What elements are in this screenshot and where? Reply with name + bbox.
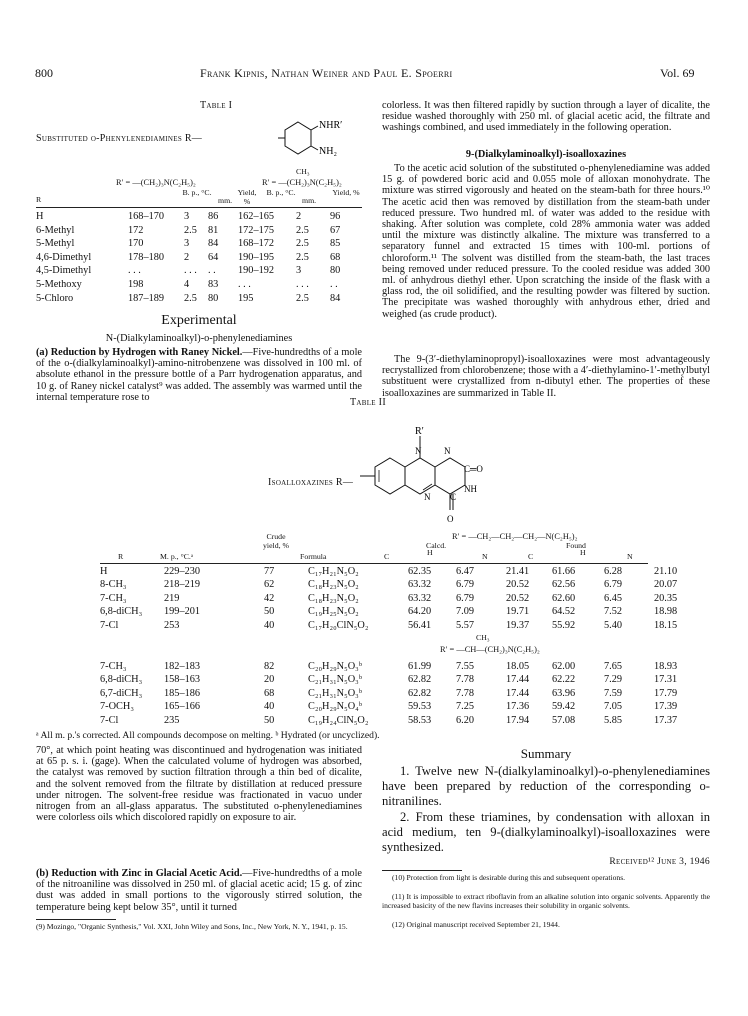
volume-label: Vol. 69 [660,66,695,80]
table2-row-cell: 7.78 [456,687,475,699]
table2-row-cell: 50 [264,606,275,618]
table2-row-cell: 18.15 [654,619,678,631]
table2-row-cell: 6.79 [604,579,623,591]
table2-row-cell: 17.39 [654,701,678,713]
table1-row-cell: 3 [296,265,302,277]
table1-ch3: CH₃ [296,167,310,176]
table2-row-cell: C₁₈H₂₃N₅O₂ [308,592,359,604]
table2-row-cell: 182–183 [164,661,201,672]
table2-row-cell: 7-Cl [100,714,119,726]
right-para-3: The 9-(3′-diethylaminopropyl)-isoalloxazines were most advantageously recrystallized from chlorobenzene; those with a 4′-diethylamino-1′-methylbutyl substituent were crystallized from n-dibutyl ether. The properties of these isoalloxazines are summarized in Table II. [382,354,710,399]
table2-row-cell: 17.37 [654,714,678,726]
table2-col-h2: H [580,548,586,557]
table2-row-cell: 7.29 [604,674,623,686]
table2-col-h1: H [427,548,433,557]
table1-row-cell: . . . [128,265,141,277]
table2-row-cell: C₂₁H₃₁N₅O₃ᵇ [308,687,362,699]
nh2-label: NH₂ [319,146,337,157]
table2-row-cell: C₂₀H₂₉N₅O₄ᵇ [308,701,362,713]
table2-row-cell: 165–166 [164,701,201,713]
table2-footnote: ᵃ All m. p.'s corrected. All compounds decompose on melting. ᵇ Hydrated (or uncyclized). [36,730,380,741]
table2-row-cell: C₁₉H₂₅N₅O₂ [308,606,359,618]
table1-row [36,237,364,251]
table2-row-cell: 6.20 [456,714,475,726]
table1-row-cell: 67 [330,224,341,236]
table1-row-cell: 172 [128,224,144,236]
table1-row-cell: 170 [128,238,144,250]
table1-row-cell: 2.5 [296,238,309,250]
table2-col-c2: C [528,552,534,561]
table1-row-cell: 86 [208,211,219,222]
table2-row-cell: 18.98 [654,606,678,618]
table2-row-cell: 185–186 [164,687,201,699]
table1-row-cell: 4 [184,278,190,290]
table1-row-cell: 3 [184,238,190,250]
table2-col-yield: Crude yield, % [263,532,289,550]
table1-row-cell: 195 [238,292,254,304]
table2-col-c1: C [384,552,390,561]
table2-row-cell: 21.10 [654,566,678,577]
table2-row-cell: 18.05 [506,661,530,672]
summary-item-2: 2. From these triamines, by condensation with alloxan in acid medium, ten 9-(dialkylaminoalkyl)-isoalloxazines were synthesized. [382,810,710,854]
table2-row-cell: 7-CH₃ [100,592,127,604]
table1-row-cell: . . [330,278,338,290]
table2-row-cell: C₁₉H₂₄ClN₅O₂ [308,714,369,726]
table1-row-cell: 2 [296,211,302,222]
table1-row-cell: 190–195 [238,251,275,263]
right-para-1: colorless. It was then filtered rapidly by suction through a layer of dicalite, the residue washed thoroughly with 250 ml. of glacial acetic acid, the filtrate and washings combined, and used immediately in the following operation. [382,100,710,134]
footnote-10: (10) Protection from light is desirable during this and subsequent operations. [392,873,626,882]
isoalloxazine-heading: 9-(Dialkylaminoalkyl)-isoalloxazines [465,149,627,160]
table1-row-cell: 80 [208,292,219,304]
table2-row-cell: 62.60 [552,592,576,604]
paragraph-b-title: (b) Reduction with Zinc in Glacial Acetic Acid. [36,868,243,879]
table2-row-cell: 20.52 [506,579,530,591]
table1-row-cell: 85 [330,238,341,250]
table2-row [100,700,690,713]
table1-row [36,264,364,278]
nh-label: NH [464,484,477,494]
table2-row-cell: 17.36 [506,701,530,713]
table2-row-cell: 62.00 [552,661,576,672]
table2-row-cell: 158–163 [164,674,201,686]
table1-row-cell: 198 [128,278,144,290]
table2-row-cell: C₂₀H₂₉N₅O₃ᵇ [308,661,362,672]
table1-row [36,251,364,265]
table2-row-cell: 7.52 [604,606,623,618]
paragraph-b [36,868,362,913]
table1-col-r: R [36,195,42,204]
table2-row [100,714,690,727]
footnote-rule-left [36,919,116,920]
table2-row-cell: 64.20 [408,606,432,618]
table2-row [100,673,690,686]
table2-row-cell: 7-CH₃ [100,661,127,672]
table2-row-cell: 62.22 [552,674,576,686]
right-para-2: To the acetic acid solution of the substituted o-phenylenediamine was added 15 g. of powdered boric acid and 0.055 mole of alloxan monohydrate. The mixture was stirred vigorously and heated on the steam-bath for three hours.¹⁰ The acetic acid then was removed by distillation from the steam-bath under reduced pressure. Two hundred ml. of water was added to the residue with shaking. After solution was complete, cold 28% ammonia water was added until the mixture was distinctly alkaline. The mixture was transferred to a separatory funnel and extracted 15 times with 100-ml. portions of chloroform.¹¹ The solvent was distilled from the steam-bath, the last traces being removed under reduced pressure. To the cooled residue was added 300 ml. of anhydrous diethyl ether. Upon scratching the inside of the flask with a glass rod, the oil solidified, and the resulting powder was filtered by suction. The precipitate was washed thoroughly with anhydrous ether, dried and weighed (as crude product). [382,163,710,320]
paragraph-a-text: —Five-hundredths of a mole of the o-(dialkylaminoalkyl)-amino-nitrobenzene was dissolved in 100 ml. of absolute ethanol in the pressure bottle of a Parr hydrogenation apparatus, and 10 g. of Raney nickel catalyst⁹ was added. The assembly was warmed until the internal temperature rose to [36,347,363,403]
table2-row-cell: 7.65 [604,661,623,672]
table2-row [100,592,690,605]
table2-title: Table II [350,397,386,408]
table2-row-cell: C₁₈H₂₃N₅O₂ [308,579,359,591]
table2-row-cell: 7-OCH₃ [100,701,134,713]
table2-row-cell: 19.37 [506,619,530,631]
table1-col-mm1: mm. [218,196,233,205]
table1-row-cell: 5-Methoxy [36,278,82,290]
table2-row-cell: 7.09 [456,606,475,618]
table2-row-cell: 235 [164,714,180,726]
phenylenediamine-structure-icon [278,112,368,172]
nhr-label: NHR′ [319,120,343,131]
table1-row-cell: 168–170 [128,211,165,222]
table2-row-cell: 6.79 [456,592,475,604]
table1-row-cell: 64 [208,251,219,263]
table2-row-cell: 6.79 [456,579,475,591]
paragraph-a [36,347,362,403]
table1-row-cell: 4,6-Dimethyl [36,251,92,263]
table2-row-cell: 20.07 [654,579,678,591]
table2-row-cell: 57.08 [552,714,576,726]
table2-row-cell: H [100,566,108,577]
table2-row-cell: 5.85 [604,714,623,726]
o-label: O [447,514,454,524]
table2-row-cell: 5.40 [604,619,623,631]
table2-row-cell: 61.66 [552,566,576,577]
table1-row-cell: 68 [330,251,341,263]
summary-item-1: 1. Twelve new N-(dialkylaminoalkyl)-o-phenylenediamines have been prepared by reduction of the corresponding o-nitranilines. [382,764,710,808]
diamine-subheading: N-(Dialkylaminoalkyl)-o-phenylenediamines [105,333,293,344]
table1-row-cell: 2.5 [296,251,309,263]
table2-row-cell: 77 [264,566,275,577]
n-label-1: N [415,446,422,456]
table2-body-1 [100,565,690,632]
table2-row-cell: 18.93 [654,661,678,672]
table2-rule [100,563,648,564]
table2-row-cell: 17.44 [506,674,530,686]
table1-col-bp1: B. p., °C. [182,188,212,197]
table2-group1: R′ = —CH₂—CH₂—CH₂—N(C₂H₅)₂ [452,532,578,541]
table2-row-cell: 62 [264,579,275,591]
table1-row-cell: 187–189 [128,292,165,304]
table2-row-cell: 17.44 [506,687,530,699]
table2-row [100,619,690,632]
table2-col-found: Found [566,541,586,550]
table2-row-cell: 229–230 [164,566,201,577]
table2-row-cell: 21.41 [506,566,530,577]
table2-row-cell: C₁₇H₂₁N₅O₂ [308,566,359,577]
table2-row-cell: 82 [264,661,275,672]
table2-row-cell: 5.57 [456,619,475,631]
table2-row-cell: 62.82 [408,674,432,686]
table2-row-cell: C₂₁H₃₁N₅O₃ᵇ [308,674,362,686]
table1-row-cell: 6-Methyl [36,224,75,236]
table2-row-cell: 219 [164,592,180,604]
table2-body-2 [100,660,690,727]
table1-body [36,210,364,305]
table2-row-cell: 253 [164,619,180,631]
bottom-left-para-1: 70°, at which point heating was discontinued and hydrogenation was initiated at 65 p. s. i. (gage). When the calculated volume of hydrogen was absorbed, the catalyst was removed by suction filtration through a thin bed of dicalite, and the solvent removed from the filtrate by distillation at reduced pressure under nitrogen. The solvent-free residue was fractionated in vacuo under nitrogen from an all-glass apparatus. The substituted o-phenylenediamines were colorless oils which discolored rapidly on exposure to air. [36,745,362,824]
table1-row-cell: 2.5 [184,224,197,236]
footnote-rule-right [382,870,462,871]
n-label-3: N [424,492,431,502]
table2-col-n2: N [627,552,633,561]
table1-group1: R′ = —(CH₂)₃N(C₂H₅)₂ [116,178,196,187]
table2-col-r: R [118,552,124,561]
paragraph-a-title: (a) Reduction by Hydrogen with Raney Nickel. [36,347,243,358]
table2-row-cell: 6,8-diCH₃ [100,606,143,618]
table1-row-cell: 5-Methyl [36,238,75,250]
footnote-9: (9) Mozingo, "Organic Synthesis," Vol. XXI, John Wiley and Sons, Inc., New York, N. Y., 1941, p. 15. [36,922,348,931]
table1-title: Table I [200,100,233,111]
table1-row-cell: 172–175 [238,224,275,236]
rprime-label: R′ [415,426,424,437]
table2-row-cell: 63.32 [408,592,432,604]
table1-row-cell: 3 [184,211,190,222]
table1-group2: R′ = —(CH₂)₃N(C₂H₅)₂ [262,178,342,187]
c-label: C [450,492,457,502]
table2-row-cell: 42 [264,592,275,604]
table2-row-cell: 6,8-diCH₃ [100,674,143,686]
table2-row-cell: 6,7-diCH₃ [100,687,143,699]
isoalloxazine-structure-icon [360,404,510,536]
table1-row-cell: . . . [184,265,197,277]
table1-col-mm2: mm. [302,196,317,205]
table2-row-cell: 58.53 [408,714,432,726]
table1-row [36,210,364,224]
table1-row-cell: 84 [330,292,341,304]
table2-row-cell: 40 [264,701,275,713]
table2-row-cell: 62.82 [408,687,432,699]
experimental-heading: Experimental [161,313,237,328]
table1-row-cell: 96 [330,211,341,222]
table2-row-cell: 19.71 [506,606,530,618]
summary-heading: Summary [520,746,572,761]
table1-row [36,292,364,306]
table1-row-cell: . . . [238,278,251,290]
paragraph-b-text: —Five-hundredths of a mole of the nitroaniline was dissolved in 250 ml. of glacial acetic acid; 15 g. of zinc dust was added in small portions to the vigorously stirred solution, the temperature being kept below 35°, until it turned [36,868,363,913]
table2-row-cell: 50 [264,714,275,726]
table2-row-cell: 17.31 [654,674,678,686]
table2-row-cell: 6.47 [456,566,475,577]
table1-row-cell: 83 [208,278,219,290]
table2-row-cell: 7.78 [456,674,475,686]
table1-rule [36,207,362,208]
table1-row-cell: 4,5-Dimethyl [36,265,92,277]
table2-row-cell: 20.52 [506,592,530,604]
table1-row-cell: . . . [296,278,309,290]
table2-row-cell: 218–219 [164,579,201,591]
table2-row [100,660,690,673]
table2-group2: R′ = —CH—(CH₂)₃N(C₂H₅)₂ [440,645,540,654]
table2-group2-ch3: CH₃ [476,633,490,642]
table2-row-cell: 20 [264,674,275,686]
table2-row-cell: 6.45 [604,592,623,604]
table2-row-cell: 199–201 [164,606,201,618]
table1-row-cell: 162–165 [238,211,275,222]
table2-row-cell: 61.99 [408,661,432,672]
table2-row-cell: 6.28 [604,566,623,577]
footnote-11: (11) It is impossible to extract riboflavin from an alkaline solution into organic solvents. Apparently the increased basicity of the new flavins increases their solubility in organic solvents. [382,892,710,910]
table2-row-cell: 62.35 [408,566,432,577]
footnote-12: (12) Original manuscript received September 21, 1944. [392,920,560,929]
table1-row-cell: 80 [330,265,341,277]
co-label: C═O [464,464,483,474]
table2-row-cell: 63.32 [408,579,432,591]
table2-row-cell: 56.41 [408,619,432,631]
table1-row-cell: 5-Chloro [36,292,74,304]
table2-row-cell: 20.35 [654,592,678,604]
table2-row-cell: 17.94 [506,714,530,726]
table1-row-cell: 2 [184,251,190,263]
table2-col-calcd: Calcd. [426,541,447,550]
n-label-2: N [444,446,451,456]
table2-row-cell: 7.05 [604,701,623,713]
table1-row-cell: 2.5 [296,292,309,304]
table1-row [36,278,364,292]
table2-col-formula: Formula [300,552,327,561]
table2-row-cell: 40 [264,619,275,631]
table2-col-n1: N [482,552,488,561]
page-number: 800 [35,66,53,80]
table2-row [100,578,690,591]
table2-row-cell: 7.55 [456,661,475,672]
received-date: Received¹² June 3, 1946 [609,856,710,867]
table1-col-yield1: Yield, % [237,188,257,206]
table1-row-cell: H [36,211,44,222]
table1-col-bp2: B. p., °C. [266,188,296,197]
table2-row-cell: 63.96 [552,687,576,699]
running-authors: Frank Kipnis, Nathan Weiner and Paul E. Spoerri [200,66,453,80]
table1-row-cell: 178–180 [128,251,165,263]
table2-row-cell: 64.52 [552,606,576,618]
table2-row-cell: 62.56 [552,579,576,591]
table1-row [36,224,364,238]
table1-row-cell: 2.5 [296,224,309,236]
table2-row-cell: 59.42 [552,701,576,713]
table2-row [100,687,690,700]
table2-row-cell: 17.79 [654,687,678,699]
table2-caption: Isoalloxazines R— [268,477,354,488]
table1-row-cell: 81 [208,224,219,236]
table2-row-cell: C₁₇H₂₀ClN₅O₂ [308,619,369,631]
table2-row-cell: 59.53 [408,701,432,713]
table2-row [100,605,690,618]
table2-row-cell: 7.25 [456,701,475,713]
table2-row-cell: 7.59 [604,687,623,699]
table1-row-cell: 168–172 [238,238,275,250]
table1-caption: Substituted o-Phenylenediamines R— [36,133,203,144]
table1-row-cell: . . [208,265,216,277]
table1-row-cell: 2.5 [184,292,197,304]
table2-col-mp: M. p., °C.ᵃ [160,552,193,561]
table2-row [100,565,690,578]
table1-row-cell: 84 [208,238,219,250]
table2-row-cell: 8-CH₃ [100,579,127,591]
table2-row-cell: 7-Cl [100,619,119,631]
table1-col-yield2: Yield, % [332,188,360,197]
table2-row-cell: 55.92 [552,619,576,631]
table1-row-cell: 190–192 [238,265,275,277]
table2-row-cell: 68 [264,687,275,699]
